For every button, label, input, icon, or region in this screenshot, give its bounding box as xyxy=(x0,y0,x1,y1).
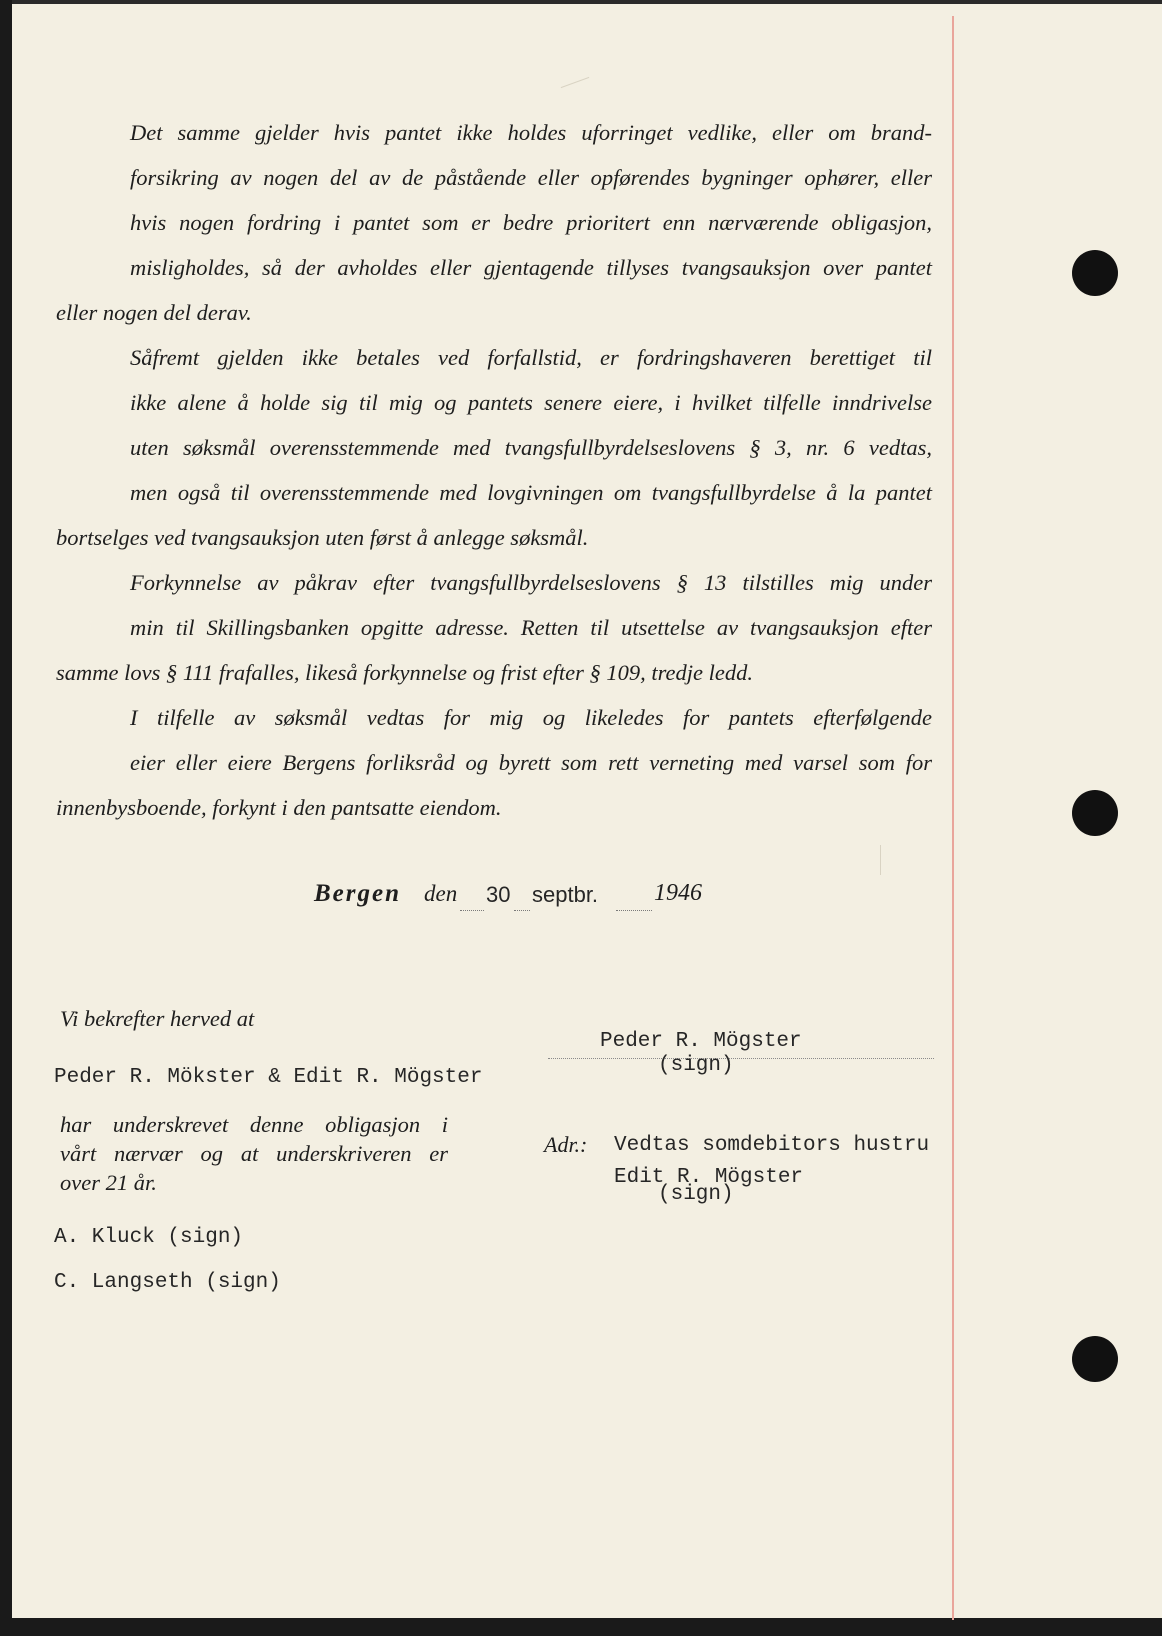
text-line: eller nogen del derav. xyxy=(56,300,252,325)
text-line: Såfremt gjelden ikke betales ved forfallstid, er fordringshaveren berettiget til xyxy=(130,345,932,370)
city: Bergen xyxy=(314,880,401,907)
text-line: samme lovs § 111 frafalles, likeså forkynnelse og frist efter § 109, tredje ledd. xyxy=(56,660,753,685)
address-text: Vedtas somdebitors hustru xyxy=(614,1134,930,1157)
margin-line xyxy=(952,16,954,1620)
text-line: I tilfelle av søksmål vedtas for mig og likeledes for pantets efterfølgende xyxy=(130,705,932,730)
text-line: eier eller eiere Bergens forliksråd og byrett som rett verneting med varsel som for xyxy=(130,750,932,775)
date-month: septbr. xyxy=(532,882,599,907)
paragraph-1-end xyxy=(56,290,932,335)
text-line: min til Skillingsbanken opgitte adresse. Retten til utsettelse av tvangsauksjon efter xyxy=(130,615,932,640)
text-line: ikke alene å holde sig til mig og pantets senere eiere, i hvilket tilfelle inndrivelse xyxy=(130,390,932,415)
text-line: forsikring av nogen del av de påstående eller opførendes bygninger ophører, eller xyxy=(130,165,932,190)
text-line: uten søksmål overensstemmende med tvangsfullbyrdelseslovens § 3, nr. 6 vedtas, xyxy=(130,435,932,460)
date-line xyxy=(314,880,714,916)
signatory-sign: (sign) xyxy=(658,1054,734,1077)
scan-mark xyxy=(880,845,881,875)
dotted-leader xyxy=(514,910,530,911)
spouse-name: Edit R. Mögster xyxy=(614,1166,804,1189)
witness-2: C. Langseth (sign) xyxy=(54,1271,281,1294)
text-line: Forkynnelse av påkrav efter tvangsfullbyrdelseslovens § 13 tilstilles mig under xyxy=(130,570,932,595)
signatory-name: Peder R. Mögster xyxy=(600,1030,802,1053)
text-line: misligholdes, så der avholdes eller gjentagende tillyses tvangsauksjon over pantet xyxy=(130,255,932,280)
paragraph-4 xyxy=(56,695,932,785)
scan-border-bottom xyxy=(0,1618,1162,1636)
punch-hole-middle xyxy=(1072,790,1118,836)
scan-border-left xyxy=(0,0,12,1636)
date-day: 30 xyxy=(486,882,511,907)
date-year: 1946 xyxy=(654,880,702,906)
text-line: Det samme gjelder hvis pantet ikke holdes uforringet vedlike, eller om brand- xyxy=(130,120,932,145)
punch-hole-top xyxy=(1072,250,1118,296)
dotted-leader xyxy=(616,910,652,911)
signature-line xyxy=(548,1058,934,1059)
statement-line: vårt nærvær og at underskriveren er xyxy=(60,1141,448,1166)
witness-intro: Vi bekrefter herved at xyxy=(60,1006,255,1031)
statement-line: har underskrevet denne obligasjon i xyxy=(60,1112,448,1137)
paragraph-4-end xyxy=(56,785,932,830)
text-line: innenbysboende, forkynt i den pantsatte eiendom. xyxy=(56,795,502,820)
scan-mark xyxy=(561,77,590,88)
text-line: men også til overensstemmende med lovgivningen om tvangsfullbyrdelse å la pantet xyxy=(130,480,932,505)
witness-1: A. Kluck (sign) xyxy=(54,1226,244,1249)
paragraph-3 xyxy=(56,560,932,650)
witness-statement xyxy=(60,1110,448,1197)
address-label: Adr.: xyxy=(544,1132,588,1157)
paragraph-2 xyxy=(56,335,932,515)
witness-names: Peder R. Mökster & Edit R. Mögster xyxy=(54,1066,483,1089)
paragraph-1 xyxy=(56,110,932,290)
den-label: den xyxy=(424,881,458,906)
scan-border-top xyxy=(0,0,1162,4)
spouse-sign: (sign) xyxy=(658,1183,734,1206)
paragraph-3-end xyxy=(56,650,932,695)
paragraph-2-end xyxy=(56,515,932,560)
dotted-leader xyxy=(460,910,484,911)
punch-hole-bottom xyxy=(1072,1336,1118,1382)
statement-line: over 21 år. xyxy=(60,1170,157,1195)
text-line: hvis nogen fordring i pantet som er bedre prioritert enn nærværende obligasjon, xyxy=(130,210,932,235)
text-line: bortselges ved tvangsauksjon uten først å anlegge søksmål. xyxy=(56,525,589,550)
